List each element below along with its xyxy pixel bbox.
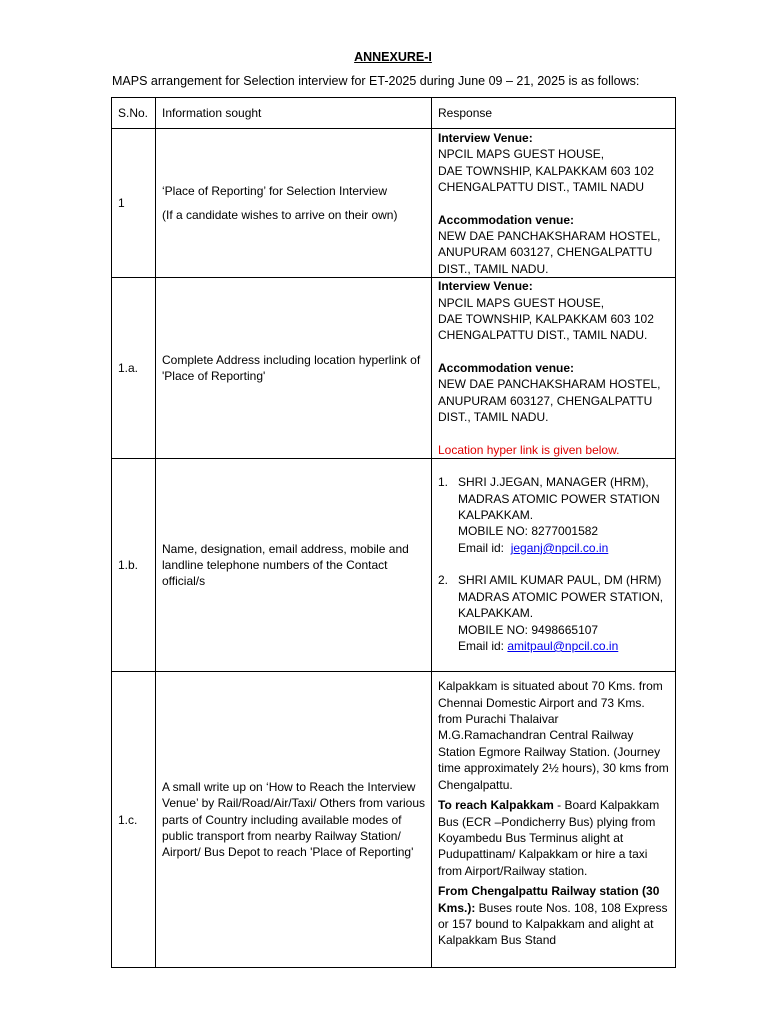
intro-text: MAPS arrangement for Selection interview for ET-2025 during June 09 – 21, 2025 is as follows: — [112, 74, 640, 88]
address-line: NPCIL MAPS GUEST HOUSE, — [438, 295, 605, 310]
venue-label: Interview Venue: — [438, 279, 533, 294]
directions-heading: From Chengalpattu Railway station (30 Kms.): — [438, 884, 660, 915]
contact-line: MADRAS ATOMIC POWER STATION — [458, 491, 660, 506]
address-line: NEW DAE PANCHAKSHARAM HOSTEL, — [438, 377, 661, 392]
contact-item — [438, 572, 669, 654]
directions-paragraph — [438, 883, 669, 949]
row-sno: 1.c. — [112, 672, 156, 968]
table-row — [112, 129, 676, 278]
row-response — [432, 459, 676, 672]
row-info: Name, designation, email address, mobile and landline telephone numbers of the Contact official/s — [156, 459, 432, 672]
address-line: CHENGALPATTU DIST., TAMIL NADU — [438, 180, 645, 195]
address-line: NPCIL MAPS GUEST HOUSE, — [438, 147, 605, 162]
row-sno: 1.b. — [112, 459, 156, 672]
location-link-note: Location hyper link is given below. — [438, 442, 620, 457]
address-line: DAE TOWNSHIP, KALPAKKAM 603 102 — [438, 163, 654, 178]
row-sno: 1 — [112, 129, 156, 278]
table-header-row — [112, 98, 676, 129]
table-row — [112, 278, 676, 459]
contact-mobile: MOBILE NO: 9498665107 — [458, 622, 599, 637]
row-info: Complete Address including location hyperlink of 'Place of Reporting' — [156, 278, 432, 459]
row-info: A small write up on ‘How to Reach the Interview Venue’ by Rail/Road/Air/Taxi/ Others from various parts of Country including available modes of public transport from nearby Railway Station/ Airport/ Bus Depot to reach 'Place of Reporting' — [156, 672, 432, 968]
address-line: DIST., TAMIL NADU. — [438, 410, 549, 425]
contact-mobile: MOBILE NO: 8277001582 — [458, 524, 599, 539]
contact-line: MADRAS ATOMIC POWER STATION, — [458, 589, 664, 604]
directions-heading: To reach Kalpakkam — [438, 798, 554, 813]
address-line: CHENGALPATTU DIST., TAMIL NADU. — [438, 328, 648, 343]
info-line: ‘Place of Reporting’ for Selection Interview — [162, 184, 387, 199]
email-link[interactable]: amitpaul@npcil.co.in — [507, 638, 619, 653]
info-table — [111, 97, 676, 968]
directions-paragraph: Kalpakkam is situated about 70 Kms. from Chennai Domestic Airport and 73 Kms. from Purachi Thalaivar M.G.Ramachandran Central Railway Station Egmore Railway Station. (Journey time approximately 2½ hours), 30 kms from Chengalpattu. — [438, 679, 669, 792]
row-response — [432, 672, 676, 968]
contact-line: SHRI AMIL KUMAR PAUL, DM (HRM) — [458, 573, 662, 588]
email-label: Email id: — [458, 540, 508, 555]
directions-text: Buses route Nos. 108, 108 Express or 157 bound to Kalpakkam and alight at Kalpakkam Bus Stand — [438, 900, 668, 948]
contact-line: KALPAKKAM. — [458, 508, 534, 523]
address-line: NEW DAE PANCHAKSHARAM HOSTEL, — [438, 229, 661, 244]
accommodation-label: Accommodation venue: — [438, 212, 575, 227]
row-info — [156, 129, 432, 278]
annexure-title: ANNEXURE-I — [354, 50, 432, 64]
venue-label: Interview Venue: — [438, 131, 533, 145]
header-response: Response — [432, 98, 676, 129]
contact-email-line — [458, 540, 660, 556]
contact-number: 1. — [438, 475, 449, 490]
email-link[interactable]: jeganj@npcil.co.in — [510, 540, 609, 555]
table-row — [112, 672, 676, 968]
address-line: ANUPURAM 603127, CHENGALPATTU — [438, 245, 653, 260]
accommodation-label: Accommodation venue: — [438, 360, 575, 375]
contact-line: SHRI J.JEGAN, MANAGER (HRM), — [458, 475, 649, 490]
email-label: Email id: — [458, 638, 508, 653]
header-sno: S.No. — [112, 98, 156, 129]
address-line: DAE TOWNSHIP, KALPAKKAM 603 102 — [438, 312, 654, 327]
table-row — [112, 459, 676, 672]
contact-email-line — [458, 638, 663, 654]
contact-number: 2. — [438, 573, 449, 588]
row-response — [432, 278, 676, 459]
directions-text: - Board Kalpakkam Bus (ECR –Pondicherry Bus) plying from Koyambedu Bus Terminus alight at Pudupattinam/ Kalpakkam or hire a taxi from Airport/Railway station. — [438, 798, 660, 878]
address-line: ANUPURAM 603127, CHENGALPATTU — [438, 393, 653, 408]
directions-paragraph — [438, 797, 669, 879]
contact-line: KALPAKKAM. — [458, 606, 534, 621]
header-info: Information sought — [156, 98, 432, 129]
row-response — [432, 129, 676, 278]
row-sno: 1.a. — [112, 278, 156, 459]
address-line: DIST., TAMIL NADU. — [438, 261, 549, 276]
info-line: (If a candidate wishes to arrive on their own) — [162, 207, 398, 222]
contact-item — [438, 474, 669, 556]
